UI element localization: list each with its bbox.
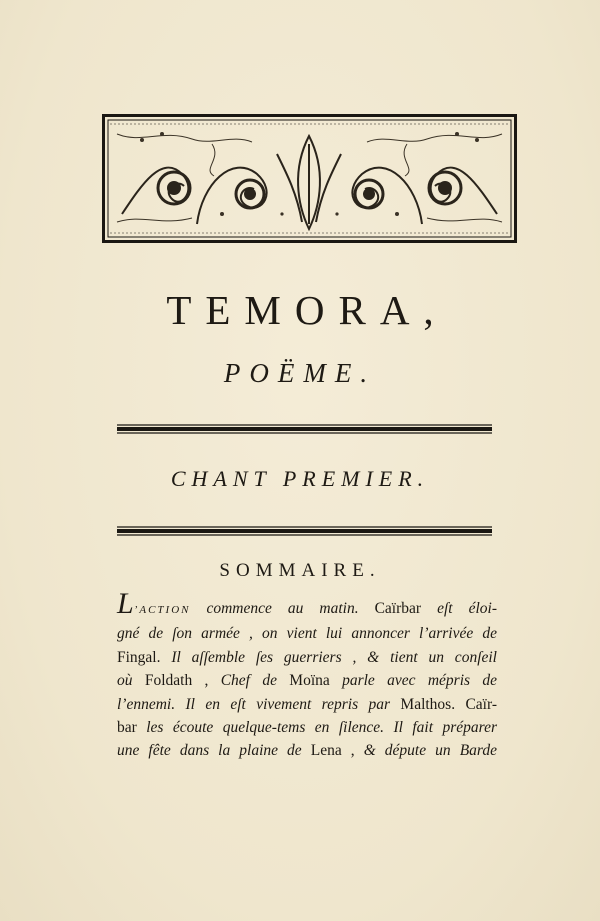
summary-segment: Chef de [220, 672, 290, 690]
summary-segment: Lena , [310, 742, 364, 760]
summary-line [117, 739, 497, 762]
summary-segment: Fingal. [117, 648, 172, 666]
double-rule-divider [117, 422, 492, 436]
summary-text [117, 587, 498, 763]
chant-heading: CHANT PREMIER. [170, 466, 430, 491]
ornamental-headpiece [102, 114, 517, 243]
summary-segment: Caïrbar [374, 600, 438, 617]
summary-line [117, 716, 497, 739]
summary-line [117, 622, 497, 645]
summary-segment: les écoute quelque-tems en ſilence. Il fait préparer [146, 719, 497, 737]
summary-line [117, 646, 497, 669]
summary-segment: & députe un Barde [363, 742, 497, 760]
summary-segment: Moïna [289, 672, 343, 690]
summary-segment: gné de ſon armée , on vient lui annoncer l’arrivée de [117, 625, 497, 643]
summary-segment: bar [117, 719, 147, 737]
poem-subtitle: POËME. [223, 358, 377, 388]
sommaire-heading: SOMMAIRE. [219, 560, 381, 581]
summary-segment: où [117, 672, 145, 690]
summary-segment: eſt éloi- [437, 600, 497, 617]
poem-title: TEMORA, [166, 287, 448, 333]
summary-line [117, 693, 497, 716]
summary-segment: L [117, 587, 134, 620]
summary-segment: commence au matin. [190, 600, 375, 617]
summary-line [117, 587, 497, 622]
summary-segment: parle avec mépris de [342, 672, 497, 690]
double-rule-divider [117, 524, 492, 538]
summary-segment: l’ennemi. Il en eſt vivement repris par [117, 695, 401, 713]
summary-segment: Malthos. Caïr- [400, 695, 498, 713]
summary-line [117, 669, 497, 692]
summary-segment: ’ACTION [133, 604, 191, 616]
summary-segment: Il aſſemble ſes guerriers , & tient un conſeil [171, 648, 497, 666]
summary-segment: Foldath , [144, 672, 221, 690]
summary-segment: une fête dans la plaine de [117, 742, 311, 760]
